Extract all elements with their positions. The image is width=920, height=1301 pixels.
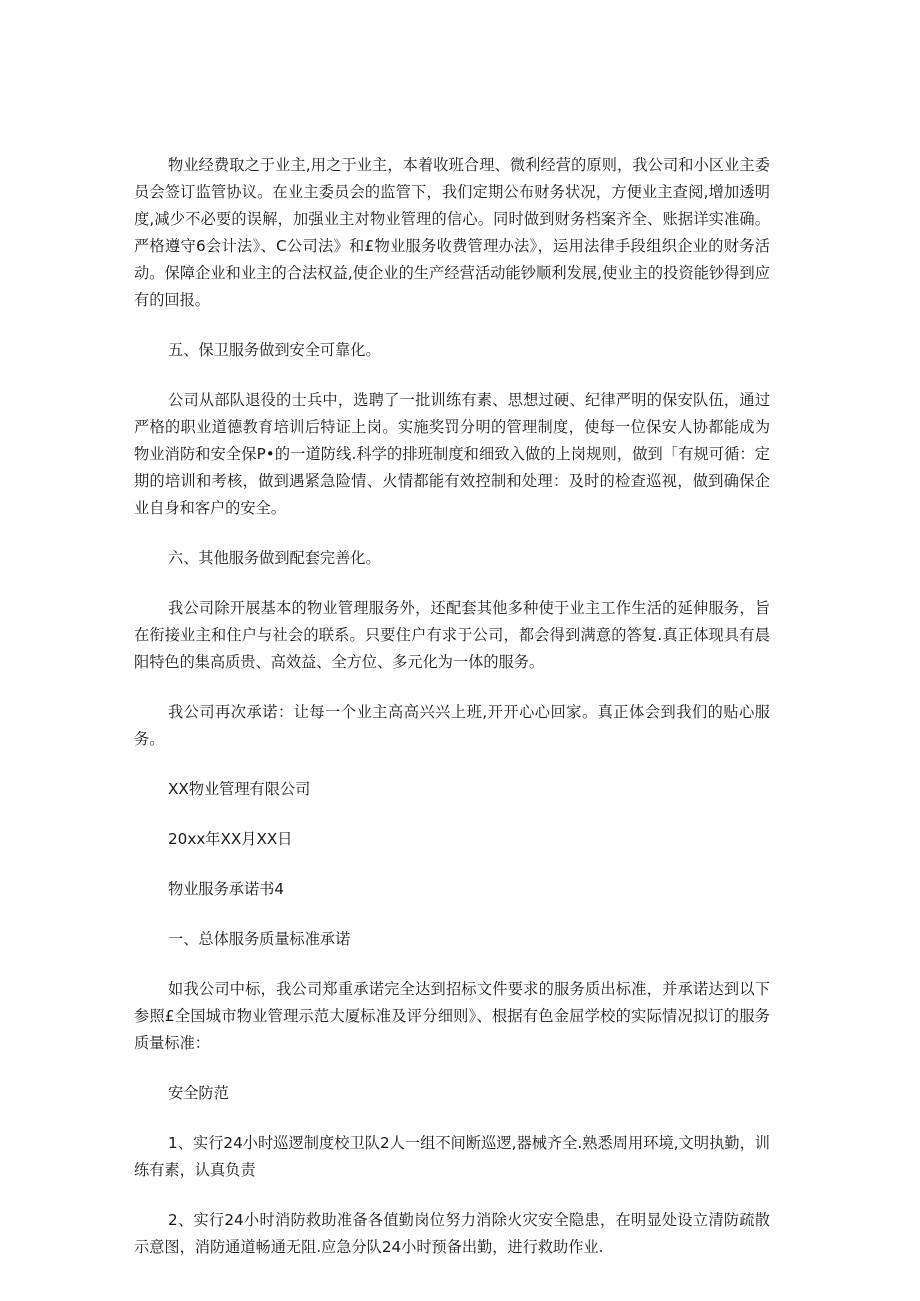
company-name: XX物业管理有限公司	[168, 780, 311, 798]
list-item-patrol: 1、实行24小时巡逻制度校卫队2人一组不间断巡逻,器械齐全.熟悉周用环境,文明执勤，训练有素，认真负责	[134, 1134, 770, 1179]
list-item-fire-rescue: 2、实行24小时消防救助准备各值勤岗位努力消除火灾安全隐患，在明显处设立清防疏散示意图，消防通道畅通无阻.应急分队24小时预备出勤，进行救助作业.	[134, 1211, 770, 1256]
paragraph-quality-standard: 如我公司中标，我公司郑重承诺完全达到招标文件要求的服务质出标准，并承诺达到以下参照£全国城市物业管理示范大厦标准及评分细则》、根据有色金屈学校的实际情况拟订的服务质量标准：	[134, 980, 770, 1052]
paragraph-security: 公司从部队退役的士兵中，选聘了一批训练有素、思想过硬、纪律严明的保安队伍，通过严格的职业道德教育培训后特证上岗。实施奖罚分明的管理制度，使每一位保安人协都能成为物业消防和安全保P•的一道防线.科学的排班制度和细致入做的上岗规则，做到「有规可循：定期的培训和考核，做到遇紧急险情、火情都能有效控制和处理：及时的检查巡视，做到确保企业自身和客户的安全。	[134, 391, 770, 517]
signature-date: 20xx年XX月XX日	[168, 830, 293, 848]
heading-other-services: 六、其他服务做到配套完善化。	[168, 549, 381, 567]
section-title: 物业服务承诺书4	[168, 880, 284, 898]
heading-security-service: 五、保卫服务做到安全可靠化。	[168, 341, 381, 359]
paragraph-other-services: 我公司除开展基本的物业管理服务外，还配套其他多种使于业主工作生活的延伸服务，旨在衔接业主和住户与社会的联系。只要住户有求于公司，都会得到满意的答复.真正体现具有晨阳特色的集高质贵、高效益、全方位、多元化为一体的服务。	[134, 599, 770, 671]
paragraph-finance: 物业经费取之于业主,用之于业主，本着收班合理、微利经营的原则，我公司和小区业主委员会签订监管协议。在业主委员会的监管下，我们定期公布财务状况，方便业主查阅,增加透明度,减少不必要的误解，加强业主对物业管理的信心。同时做到财务档案齐全、账据详实准确。严格遵守6会计法》、C公司法》和£物业服务收费管理办法》，运用法律手段组织企业的财务活动。保障企业和业主的合法权益,使企业的生产经营活动能钞顺利发展,使业主的投资能钞得到应有的回报。	[134, 156, 770, 309]
heading-safety: 安全防范	[168, 1084, 229, 1102]
heading-overall-quality: 一、总体服务质量标准承诺	[168, 930, 351, 948]
paragraph-commitment: 我公司再次承诺：让每一个业主高高兴兴上班,开开心心回家。真正体会到我们的贴心服务。	[134, 703, 770, 748]
